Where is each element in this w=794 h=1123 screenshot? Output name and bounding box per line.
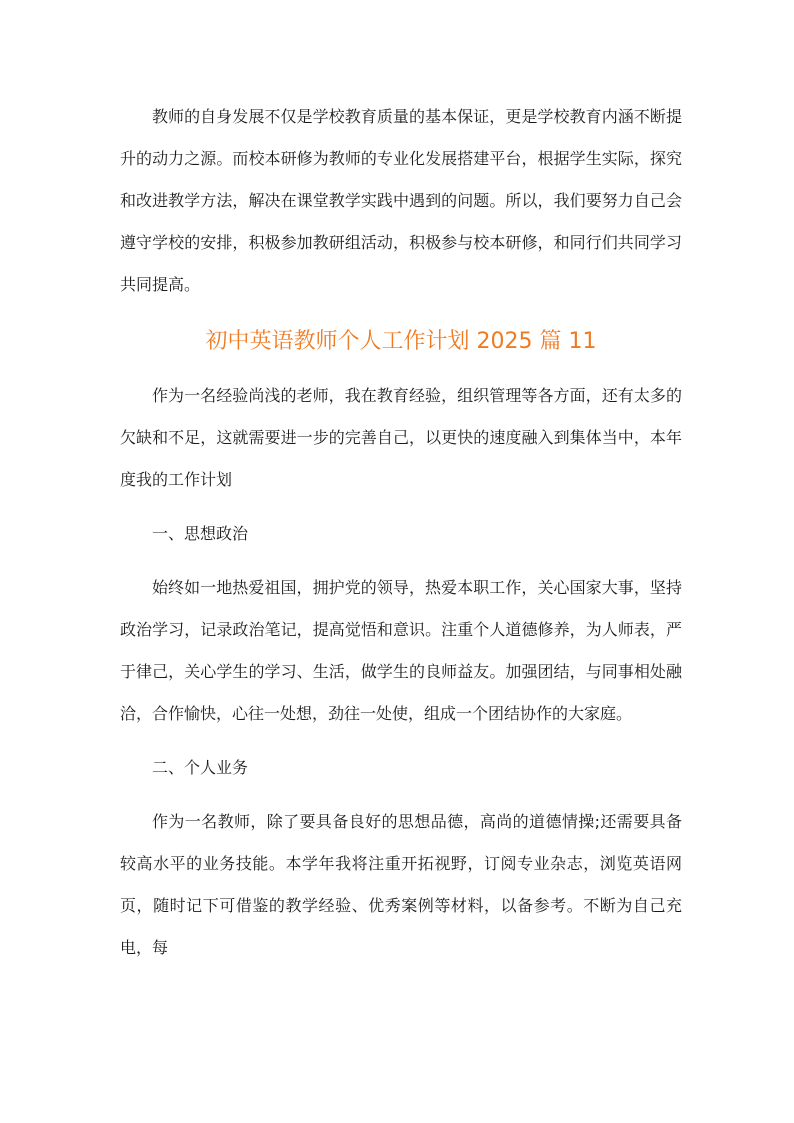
opening-paragraph: 作为一名经验尚浅的老师，我在教育经验，组织管理等各方面，还有太多的欠缺和不足，这就需要进一步的完善自己，以更快的速度融入到集体当中，本年度我的工作计划: [120, 386, 682, 489]
section-title-business: 二、个人业务: [152, 758, 249, 777]
ideology-paragraph: 始终如一地热爱祖国，拥护党的领导，热爱本职工作，关心国家大事，坚持政治学习，记录政治笔记，提高觉悟和意识。注重个人道德修养，为人师表，严于律己，关心学生的学习、生活，做学生的良师益友。加强团结，与同事相处融洽，合作愉快，心往一处想，劲往一处使，组成一个团结协作的大家庭。: [120, 578, 682, 723]
business-paragraph: 作为一名教师，除了要具备良好的思想品德，高尚的道德情操;还需要具备较高水平的业务技能。本学年我将注重开拓视野，订阅专业杂志，浏览英语网页，随时记下可借鉴的教学经验、优秀案例等材料，以备参考。不断为自己充电，每: [120, 812, 682, 957]
document-page: [120, 96, 682, 969]
section-title-ideology: 一、思想政治: [152, 524, 249, 543]
intro-paragraph: 教师的自身发展不仅是学校教育质量的基本保证，更是学校教育内涵不断提升的动力之源。而校本研修为教师的专业化发展搭建平台，根据学生实际，探究和改进教学方法，解决在课堂教学实践中遇到的问题。所以，我们要努力自己会遵守学校的安排，积极参加教研组活动，积极参与校本研修，和同行们共同学习共同提高。: [120, 107, 682, 294]
plan-heading: 初中英语教师个人工作计划 2025 篇 11: [205, 329, 597, 354]
